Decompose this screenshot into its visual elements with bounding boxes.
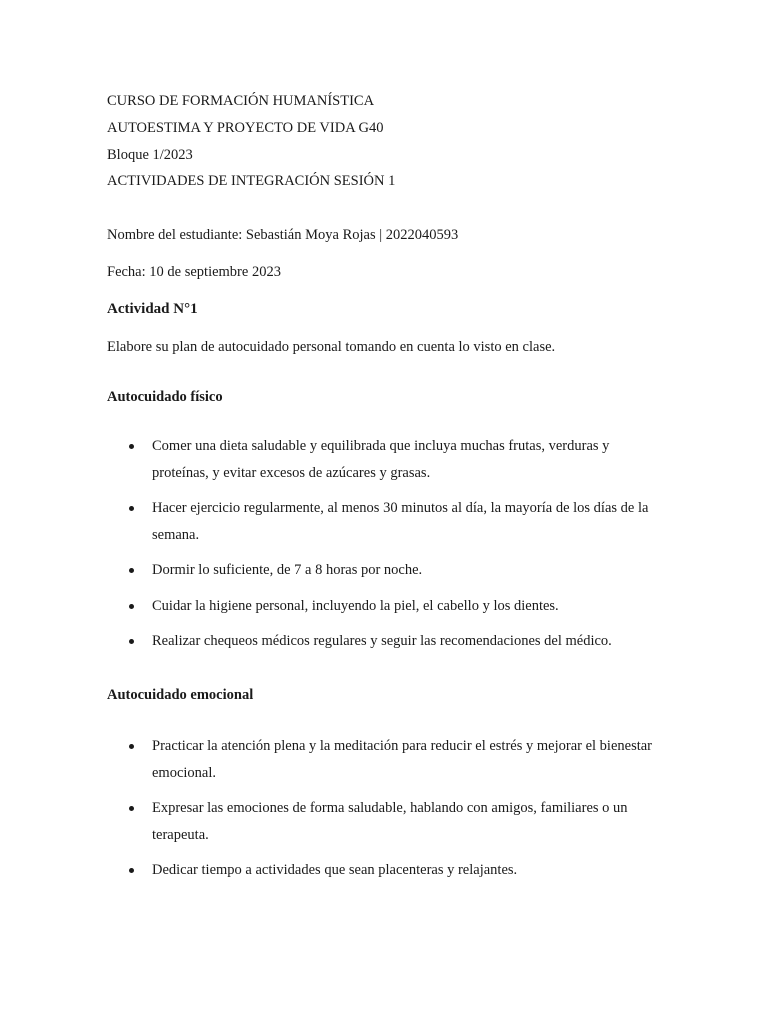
list-item-text: Comer una dieta saludable y equilibrada que incluya muchas frutas, verduras y proteínas, y evitar excesos de azúcares y grasas. bbox=[152, 438, 610, 481]
activity-instruction: Elabore su plan de autocuidado personal tomando en cuenta lo visto en clase. bbox=[107, 339, 556, 355]
block-label: Bloque 1/2023 bbox=[107, 147, 193, 163]
subject-title: AUTOESTIMA Y PROYECTO DE VIDA G40 bbox=[107, 120, 384, 136]
bullet-icon bbox=[129, 444, 134, 449]
list-item-text: Expresar las emociones de forma saludable, hablando con amigos, familiares o un terapeuta. bbox=[152, 800, 628, 843]
bullet-icon bbox=[129, 744, 134, 749]
list-item-text: Cuidar la higiene personal, incluyendo la piel, el cabello y los dientes. bbox=[152, 597, 559, 614]
list-item-text: Practicar la atención plena y la meditación para reducir el estrés y mejorar el bienestar emocional. bbox=[152, 738, 653, 781]
bullet-icon bbox=[129, 639, 134, 644]
list-item-text: Dormir lo suficiente, de 7 a 8 horas por noche. bbox=[152, 562, 423, 578]
bullet-icon bbox=[129, 506, 134, 511]
emotional-list bbox=[107, 733, 667, 884]
section-title-emotional: Autocuidado emocional bbox=[107, 687, 254, 703]
bullet-icon bbox=[129, 806, 134, 811]
list-item bbox=[107, 795, 667, 848]
bullet-icon bbox=[129, 568, 134, 573]
list-item bbox=[107, 557, 667, 584]
activities-title: ACTIVIDADES DE INTEGRACIÓN SESIÓN 1 bbox=[107, 173, 396, 189]
list-item-text: Hacer ejercicio regularmente, al menos 30 minutos al día, la mayoría de los días de la semana. bbox=[152, 500, 649, 543]
student-name: Nombre del estudiante: Sebastián Moya Rojas | 2022040593 bbox=[107, 227, 459, 243]
list-item-text: Dedicar tiempo a actividades que sean placenteras y relajantes. bbox=[152, 862, 518, 878]
activity-title: Actividad N°1 bbox=[107, 301, 198, 317]
course-title: CURSO DE FORMACIÓN HUMANÍSTICA bbox=[107, 93, 375, 109]
list-item bbox=[107, 433, 667, 486]
list-item bbox=[107, 733, 667, 786]
bullet-icon bbox=[129, 604, 134, 609]
physical-list bbox=[107, 433, 667, 655]
list-item bbox=[107, 628, 667, 655]
list-item bbox=[107, 593, 667, 620]
list-item-text: Realizar chequeos médicos regulares y seguir las recomendaciones del médico. bbox=[152, 633, 612, 649]
list-item bbox=[107, 495, 667, 548]
date-line: Fecha: 10 de septiembre 2023 bbox=[107, 264, 281, 280]
section-title-physical: Autocuidado físico bbox=[107, 389, 223, 405]
bullet-icon bbox=[129, 868, 134, 873]
list-item bbox=[107, 857, 667, 884]
